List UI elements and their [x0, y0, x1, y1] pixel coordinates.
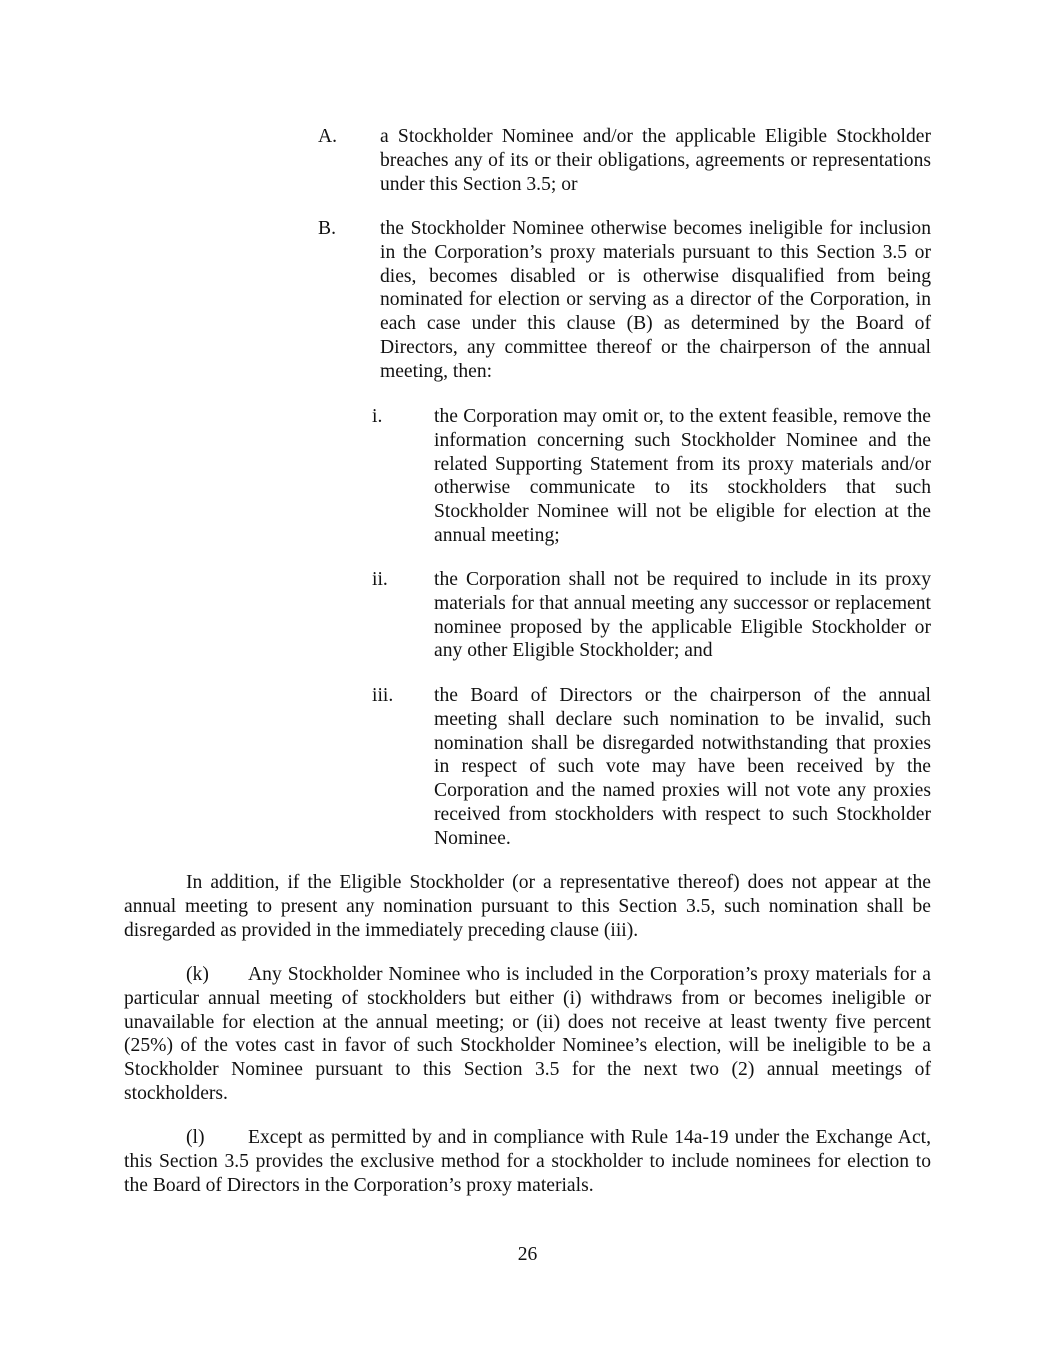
list-marker: B.	[318, 218, 336, 239]
list-marker: iii.	[372, 685, 394, 706]
sub-item-i	[372, 405, 931, 548]
paragraph-text: Except as permitted by and in compliance with Rule 14a-19 under the Exchange Act, this Section 3.5 provides the exclusive method for a stockholder to include nominees for election to the Board of Directors in the Corporation’s proxy materials.	[124, 1127, 931, 1196]
sub-item-iii	[372, 684, 931, 851]
list-marker: ii.	[372, 569, 388, 590]
list-marker: A.	[318, 126, 338, 147]
list-item-text: the Board of Directors or the chairperson of the annual meeting shall declare such nomination to be invalid, such nomination shall be disregarded notwithstanding that proxies in respect of such vote may have been received by the Corporation and the named proxies will not vote any proxies received from stockholders with respect to such Stockholder Nominee.	[434, 685, 931, 849]
paragraph-text: In addition, if the Eligible Stockholder (or a representative thereof) does not appear at the annual meeting to present any nomination pursuant to this Section 3.5, such nomination shall be disregarded as provided in the immediately preceding clause (iii).	[124, 872, 931, 941]
list-item-text: the Corporation may omit or, to the extent feasible, remove the information concerning such Stockholder Nominee and the related Supporting Statement from its proxy materials and/or otherwise communicate to its stockholders that such Stockholder Nominee will not be eligible for election at the annual meeting;	[434, 406, 931, 546]
list-item-text: the Corporation shall not be required to include in its proxy materials for that annual meeting any successor or replacement nominee proposed by the applicable Eligible Stockholder or any other Eligible Stockholder; and	[434, 569, 931, 662]
paragraph-label: (k)	[186, 964, 209, 985]
list-item-b	[318, 217, 931, 384]
paragraph-in-addition	[124, 871, 931, 942]
list-marker: i.	[372, 406, 383, 427]
page-number: 26	[517, 1244, 538, 1265]
paragraph-label: (l)	[186, 1127, 205, 1148]
sub-item-ii	[372, 568, 931, 663]
paragraph-text: Any Stockholder Nominee who is included in the Corporation’s proxy materials for a particular annual meeting of stockholders but either (i) withdraws from or becomes ineligible or unavailable for election at the annual meeting; or (ii) does not receive at least twenty five percent (25%) of the votes cast in favor of such Stockholder Nominee’s election, will be ineligible to be a Stockholder Nominee pursuant to this Section 3.5 for the next two (2) annual meetings of stockholders.	[124, 964, 931, 1104]
paragraph-k	[124, 963, 931, 1106]
list-item-a	[318, 125, 931, 196]
paragraph-l	[124, 1126, 931, 1197]
list-item-text: the Stockholder Nominee otherwise becomes ineligible for inclusion in the Corporation’s proxy materials pursuant to this Section 3.5 or dies, becomes disabled or is otherwise disqualified from being nominated for election or serving as a director of the Corporation, in each case under this clause (B) as determined by the Board of Directors, any committee thereof or the chairperson of the annual meeting, then:	[380, 218, 931, 382]
list-item-text: a Stockholder Nominee and/or the applicable Eligible Stockholder breaches any of its or their obligations, agreements or representations under this Section 3.5; or	[380, 126, 931, 195]
